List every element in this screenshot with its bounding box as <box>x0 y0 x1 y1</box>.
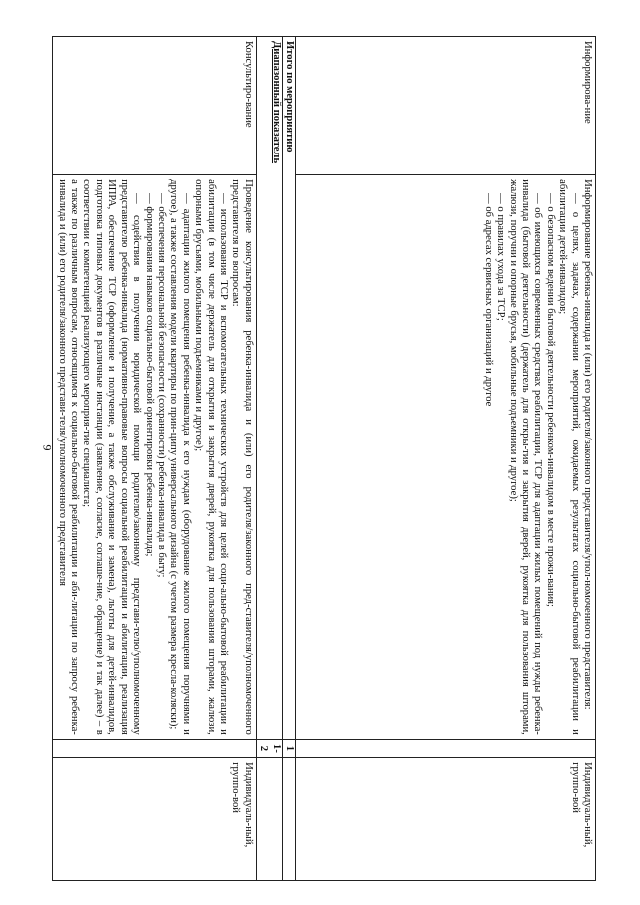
content-paragraph: — о правилах ухода за ТСР; <box>495 193 507 321</box>
method-cell-consulting: Индивидуаль-ный, группо-вой <box>53 758 257 881</box>
content-paragraph: — адаптации жилого помещения ребенка-инвалида к его нуждам (оборудование жилого помещения поручнями и другое), а также составления модели квартиры по прин-ципу универсального дизайна (с учетом размера кресла-коляски); <box>168 179 192 735</box>
page-number: 9 <box>40 444 55 451</box>
table-row-range <box>256 37 282 881</box>
count-cell-consulting <box>53 739 257 757</box>
total-empty-cell <box>282 758 295 881</box>
total-value: 1 <box>282 739 295 757</box>
content-paragraph: — содействия в получении юридической помощи родителю/законному представи-телю/уполномоченному представителю ребенка-инвалида (нормативно-правовые вопросы социальной реабилитации и абилитации, реализация ИПРА, обеспечение ТСР (оформление и получение, а также обслуживание и замена), льготы для детей-инвалидов, подготовка типовых документов в различные инстанции (заявление, согласие, соглаше-ние, обращение) и так далее) – в соответствии с компетенцией реализующего мероприя-тие специалиста; <box>81 179 143 735</box>
content-paragraph: — обеспечения персональной безопасности (сохранности) ребенка-инвалида в быту; <box>155 193 167 578</box>
range-label: Диапазонный показатель <box>256 37 282 740</box>
content-paragraph: — об адресах сервисных организаций и другое <box>482 193 494 407</box>
form-cell-informing: Информирова-ние <box>296 37 596 175</box>
content-paragraph: — о безопасном ведении бытовой деятельности ребенком-инвалидом в месте прожи-вания; <box>544 193 556 607</box>
table-row-informing <box>296 37 596 881</box>
method-cell-informing: Индивидуаль-ный, группо-вой <box>296 758 596 881</box>
rotated-table-container <box>56 36 596 881</box>
content-paragraph: — формирования навыков социально-бытовой ориентировки ребенка-инвалида; <box>143 193 155 557</box>
content-paragraph: — использования ТСР и вспомогательных технических устройств для целей соци-ально-бытовой реабилитации и абилитации (в том числе держатель для открытия и закрытия дверей, рукоятка для пользования шторами, жалюзи, опорными брусьями, мобильными подъемниками и другое); <box>193 179 229 735</box>
content-paragraph: Информирование ребенка-инвалида и (или) его родителя/законного представителя/упол-номоченного представителя: <box>582 179 593 710</box>
table-row-consulting <box>53 37 257 881</box>
content-paragraph: а также по различным вопросам, относящимся к социально-бытовой реабилитации и аби-литации по запросу ребенка-инвалида и (или) его родителя/законного представи-теля/уполномоченного представителя <box>56 179 81 735</box>
content-paragraph: — об имеющихся современных средствах реабилитации, ТСР для адаптации жилых помещений под нужды ребенка-инвалида (бытовой деятельности) (держатель для откры-тия и закрытия дверей, рукоятка для пользования шторами, жалюзи, поручни и опорные брусья, мобильные подъемники и другое); <box>507 179 544 735</box>
content-cell-informing <box>296 175 596 740</box>
document-table-frame <box>56 36 596 881</box>
total-label: Итого по мероприятию <box>282 37 295 740</box>
range-empty-cell <box>256 758 282 881</box>
count-cell-informing <box>296 739 596 757</box>
form-cell-consulting: Консультиро-вание <box>53 37 257 175</box>
content-paragraph: Проведение консультирования ребенка-инвалида и (или) его родителя/законного пред-ставителя/уполномоченного представителя по вопросам: <box>230 179 254 735</box>
activities-table <box>52 36 596 881</box>
content-paragraph: — о целях, задачах, содержании мероприятий, ожидаемых результатах социально-бытовой реабилитации и абилитации детей-инвалидов; <box>557 179 581 735</box>
table-row-total <box>282 37 295 881</box>
range-value: 1-2 <box>256 739 282 757</box>
content-cell-consulting <box>53 175 257 740</box>
